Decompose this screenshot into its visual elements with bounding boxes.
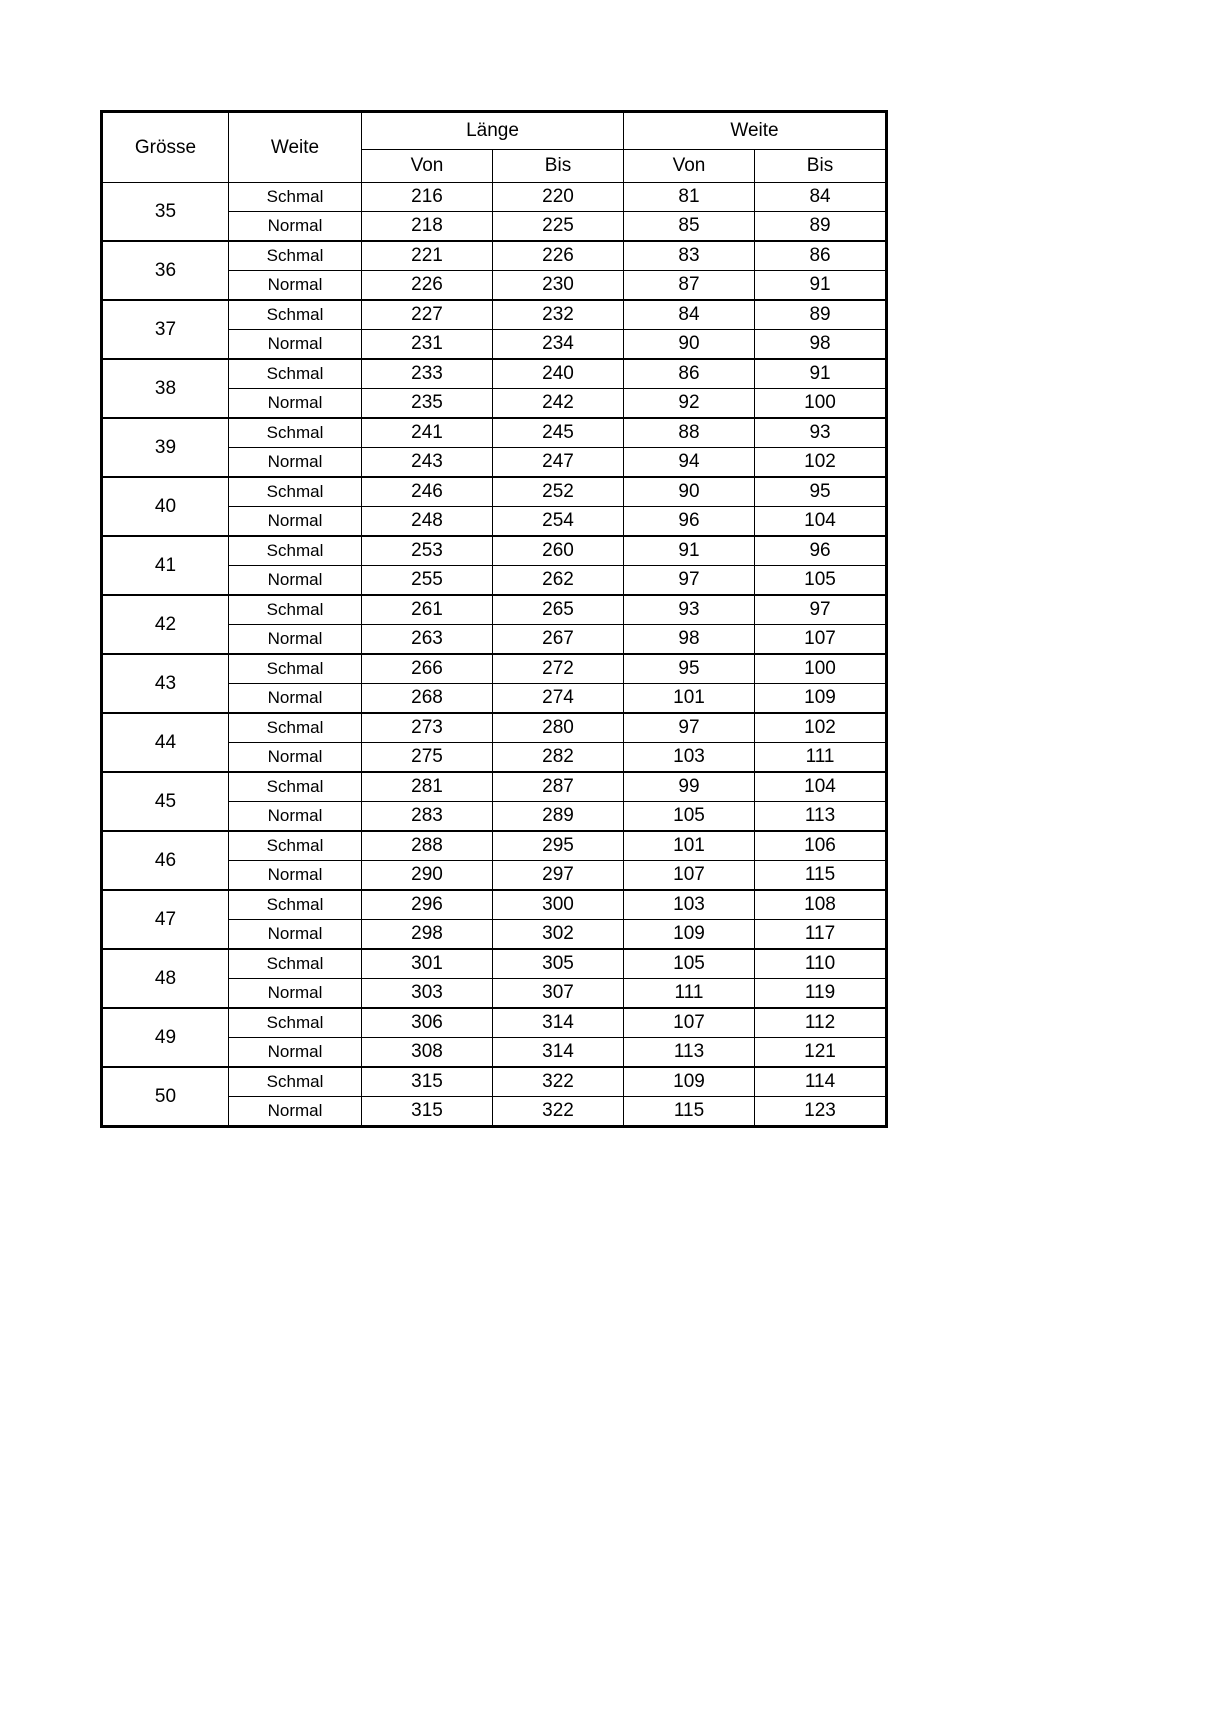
cell-size: 49 (102, 1008, 229, 1067)
cell-weite-von-normal: 109 (624, 920, 755, 950)
cell-size: 50 (102, 1067, 229, 1127)
table-row (102, 536, 887, 566)
cell-weite-bis-normal: 91 (755, 271, 887, 301)
table-row (102, 477, 887, 507)
cell-weite-von-normal: 90 (624, 330, 755, 360)
cell-laenge-von-normal: 315 (362, 1097, 493, 1127)
cell-laenge-von-normal: 231 (362, 330, 493, 360)
size-table-container (100, 110, 885, 1128)
cell-laenge-bis-schmal: 300 (493, 890, 624, 920)
cell-weite-bis-normal: 109 (755, 684, 887, 714)
cell-weite-von-normal: 92 (624, 389, 755, 419)
cell-size: 47 (102, 890, 229, 949)
cell-weite-bis-schmal: 96 (755, 536, 887, 566)
cell-weite-bis-schmal: 102 (755, 713, 887, 743)
cell-laenge-von-schmal: 296 (362, 890, 493, 920)
cell-width-label-normal: Normal (229, 861, 362, 891)
cell-laenge-bis-schmal: 252 (493, 477, 624, 507)
cell-weite-von-schmal: 95 (624, 654, 755, 684)
cell-size: 48 (102, 949, 229, 1008)
cell-laenge-bis-normal: 262 (493, 566, 624, 596)
shoe-size-table (100, 110, 888, 1128)
cell-weite-von-schmal: 90 (624, 477, 755, 507)
cell-weite-bis-normal: 107 (755, 625, 887, 655)
cell-weite-von-normal: 103 (624, 743, 755, 773)
cell-laenge-von-normal: 298 (362, 920, 493, 950)
cell-weite-von-schmal: 84 (624, 300, 755, 330)
header-group-weite: Weite (624, 112, 887, 150)
cell-weite-von-schmal: 105 (624, 949, 755, 979)
table-row (102, 241, 887, 271)
cell-laenge-bis-schmal: 265 (493, 595, 624, 625)
cell-weite-von-schmal: 107 (624, 1008, 755, 1038)
cell-laenge-bis-schmal: 280 (493, 713, 624, 743)
cell-weite-bis-normal: 100 (755, 389, 887, 419)
cell-weite-von-normal: 113 (624, 1038, 755, 1068)
cell-width-label-schmal: Schmal (229, 418, 362, 448)
table-body (102, 183, 887, 1127)
cell-weite-bis-normal: 105 (755, 566, 887, 596)
cell-weite-von-normal: 96 (624, 507, 755, 537)
cell-width-label-schmal: Schmal (229, 713, 362, 743)
cell-weite-von-normal: 98 (624, 625, 755, 655)
cell-width-label-normal: Normal (229, 1038, 362, 1068)
cell-weite-von-normal: 94 (624, 448, 755, 478)
cell-width-label-schmal: Schmal (229, 359, 362, 389)
cell-weite-von-normal: 111 (624, 979, 755, 1009)
cell-width-label-normal: Normal (229, 389, 362, 419)
cell-weite-bis-schmal: 93 (755, 418, 887, 448)
table-row (102, 654, 887, 684)
cell-laenge-von-normal: 218 (362, 212, 493, 242)
table-row (102, 359, 887, 389)
cell-weite-von-schmal: 88 (624, 418, 755, 448)
cell-laenge-bis-schmal: 305 (493, 949, 624, 979)
cell-width-label-normal: Normal (229, 566, 362, 596)
cell-weite-von-schmal: 97 (624, 713, 755, 743)
cell-width-label-normal: Normal (229, 920, 362, 950)
cell-laenge-von-schmal: 246 (362, 477, 493, 507)
table-row (102, 949, 887, 979)
table-row (102, 183, 887, 212)
cell-laenge-bis-normal: 225 (493, 212, 624, 242)
cell-weite-bis-schmal: 100 (755, 654, 887, 684)
cell-weite-von-schmal: 86 (624, 359, 755, 389)
cell-weite-von-normal: 85 (624, 212, 755, 242)
cell-laenge-bis-schmal: 220 (493, 183, 624, 212)
cell-width-label-schmal: Schmal (229, 1008, 362, 1038)
cell-weite-bis-schmal: 104 (755, 772, 887, 802)
cell-laenge-von-normal: 255 (362, 566, 493, 596)
table-row (102, 772, 887, 802)
cell-size: 45 (102, 772, 229, 831)
cell-weite-von-schmal: 99 (624, 772, 755, 802)
cell-laenge-bis-schmal: 314 (493, 1008, 624, 1038)
cell-weite-von-normal: 105 (624, 802, 755, 832)
cell-width-label-schmal: Schmal (229, 831, 362, 861)
cell-laenge-von-normal: 308 (362, 1038, 493, 1068)
table-row (102, 300, 887, 330)
cell-laenge-von-schmal: 241 (362, 418, 493, 448)
cell-weite-bis-schmal: 95 (755, 477, 887, 507)
cell-size: 39 (102, 418, 229, 477)
cell-laenge-bis-schmal: 272 (493, 654, 624, 684)
cell-weite-von-normal: 97 (624, 566, 755, 596)
cell-weite-bis-normal: 98 (755, 330, 887, 360)
cell-laenge-von-normal: 226 (362, 271, 493, 301)
cell-laenge-bis-schmal: 322 (493, 1067, 624, 1097)
cell-laenge-von-schmal: 273 (362, 713, 493, 743)
cell-weite-bis-schmal: 112 (755, 1008, 887, 1038)
cell-laenge-von-schmal: 301 (362, 949, 493, 979)
cell-laenge-bis-normal: 302 (493, 920, 624, 950)
cell-weite-bis-schmal: 86 (755, 241, 887, 271)
cell-weite-bis-normal: 104 (755, 507, 887, 537)
cell-width-label-normal: Normal (229, 271, 362, 301)
cell-size: 36 (102, 241, 229, 300)
cell-weite-bis-normal: 123 (755, 1097, 887, 1127)
cell-width-label-schmal: Schmal (229, 654, 362, 684)
table-row (102, 1008, 887, 1038)
cell-size: 41 (102, 536, 229, 595)
table-header (102, 112, 887, 183)
cell-weite-bis-normal: 119 (755, 979, 887, 1009)
cell-width-label-normal: Normal (229, 684, 362, 714)
cell-laenge-bis-normal: 289 (493, 802, 624, 832)
cell-width-label-schmal: Schmal (229, 595, 362, 625)
cell-weite-von-normal: 87 (624, 271, 755, 301)
table-row (102, 831, 887, 861)
table-row (102, 890, 887, 920)
cell-weite-von-normal: 107 (624, 861, 755, 891)
cell-laenge-von-normal: 263 (362, 625, 493, 655)
cell-laenge-bis-schmal: 287 (493, 772, 624, 802)
cell-weite-von-schmal: 103 (624, 890, 755, 920)
cell-weite-bis-normal: 121 (755, 1038, 887, 1068)
cell-width-label-normal: Normal (229, 743, 362, 773)
cell-laenge-von-normal: 290 (362, 861, 493, 891)
cell-width-label-schmal: Schmal (229, 949, 362, 979)
cell-width-label-normal: Normal (229, 802, 362, 832)
cell-laenge-von-normal: 243 (362, 448, 493, 478)
cell-laenge-von-schmal: 216 (362, 183, 493, 212)
cell-width-label-normal: Normal (229, 507, 362, 537)
cell-weite-bis-normal: 117 (755, 920, 887, 950)
cell-laenge-von-normal: 248 (362, 507, 493, 537)
cell-laenge-von-normal: 303 (362, 979, 493, 1009)
cell-laenge-bis-normal: 234 (493, 330, 624, 360)
header-weite-bis: Bis (755, 150, 887, 183)
cell-laenge-von-schmal: 281 (362, 772, 493, 802)
cell-weite-bis-normal: 115 (755, 861, 887, 891)
cell-weite-von-schmal: 91 (624, 536, 755, 566)
cell-laenge-von-schmal: 288 (362, 831, 493, 861)
cell-weite-bis-schmal: 84 (755, 183, 887, 212)
cell-weite-bis-normal: 102 (755, 448, 887, 478)
cell-laenge-bis-normal: 274 (493, 684, 624, 714)
table-row (102, 418, 887, 448)
cell-laenge-von-schmal: 233 (362, 359, 493, 389)
cell-weite-bis-normal: 89 (755, 212, 887, 242)
cell-laenge-bis-schmal: 232 (493, 300, 624, 330)
cell-weite-bis-schmal: 114 (755, 1067, 887, 1097)
table-row (102, 713, 887, 743)
cell-size: 46 (102, 831, 229, 890)
cell-weite-von-normal: 115 (624, 1097, 755, 1127)
cell-width-label-schmal: Schmal (229, 183, 362, 212)
cell-laenge-bis-normal: 282 (493, 743, 624, 773)
cell-laenge-bis-normal: 322 (493, 1097, 624, 1127)
cell-weite-bis-schmal: 91 (755, 359, 887, 389)
cell-width-label-normal: Normal (229, 979, 362, 1009)
cell-width-label-normal: Normal (229, 625, 362, 655)
table-row (102, 595, 887, 625)
cell-width-label-schmal: Schmal (229, 300, 362, 330)
cell-laenge-von-schmal: 253 (362, 536, 493, 566)
header-weite-von: Von (624, 150, 755, 183)
header-laenge-von: Von (362, 150, 493, 183)
cell-laenge-bis-schmal: 260 (493, 536, 624, 566)
cell-weite-von-normal: 101 (624, 684, 755, 714)
cell-laenge-bis-normal: 297 (493, 861, 624, 891)
cell-weite-bis-schmal: 106 (755, 831, 887, 861)
cell-weite-von-schmal: 81 (624, 183, 755, 212)
cell-weite-von-schmal: 93 (624, 595, 755, 625)
cell-laenge-von-schmal: 315 (362, 1067, 493, 1097)
cell-size: 38 (102, 359, 229, 418)
cell-width-label-normal: Normal (229, 1097, 362, 1127)
cell-weite-von-schmal: 109 (624, 1067, 755, 1097)
cell-laenge-bis-schmal: 245 (493, 418, 624, 448)
cell-width-label-normal: Normal (229, 330, 362, 360)
cell-weite-bis-schmal: 110 (755, 949, 887, 979)
cell-size: 35 (102, 183, 229, 242)
cell-laenge-von-schmal: 227 (362, 300, 493, 330)
cell-laenge-von-normal: 275 (362, 743, 493, 773)
cell-width-label-schmal: Schmal (229, 241, 362, 271)
cell-weite-bis-schmal: 89 (755, 300, 887, 330)
cell-laenge-bis-normal: 267 (493, 625, 624, 655)
cell-laenge-bis-schmal: 295 (493, 831, 624, 861)
cell-weite-von-schmal: 83 (624, 241, 755, 271)
cell-laenge-bis-schmal: 240 (493, 359, 624, 389)
cell-laenge-bis-normal: 254 (493, 507, 624, 537)
cell-size: 42 (102, 595, 229, 654)
cell-weite-bis-normal: 111 (755, 743, 887, 773)
cell-laenge-von-schmal: 306 (362, 1008, 493, 1038)
header-laenge-bis: Bis (493, 150, 624, 183)
cell-width-label-schmal: Schmal (229, 772, 362, 802)
cell-laenge-bis-normal: 314 (493, 1038, 624, 1068)
cell-weite-bis-schmal: 108 (755, 890, 887, 920)
cell-size: 43 (102, 654, 229, 713)
cell-width-label-schmal: Schmal (229, 536, 362, 566)
cell-width-label-normal: Normal (229, 448, 362, 478)
cell-laenge-bis-normal: 230 (493, 271, 624, 301)
cell-width-label-schmal: Schmal (229, 890, 362, 920)
cell-size: 40 (102, 477, 229, 536)
header-weite: Weite (229, 112, 362, 183)
cell-laenge-bis-normal: 307 (493, 979, 624, 1009)
cell-width-label-normal: Normal (229, 212, 362, 242)
cell-size: 44 (102, 713, 229, 772)
header-groesse: Grösse (102, 112, 229, 183)
cell-laenge-von-schmal: 266 (362, 654, 493, 684)
cell-laenge-von-normal: 235 (362, 389, 493, 419)
cell-weite-von-schmal: 101 (624, 831, 755, 861)
table-row (102, 1067, 887, 1097)
cell-width-label-schmal: Schmal (229, 1067, 362, 1097)
cell-width-label-schmal: Schmal (229, 477, 362, 507)
cell-laenge-bis-schmal: 226 (493, 241, 624, 271)
cell-laenge-von-normal: 268 (362, 684, 493, 714)
cell-size: 37 (102, 300, 229, 359)
header-group-laenge: Länge (362, 112, 624, 150)
cell-laenge-bis-normal: 242 (493, 389, 624, 419)
cell-weite-bis-schmal: 97 (755, 595, 887, 625)
cell-laenge-von-normal: 283 (362, 802, 493, 832)
cell-laenge-bis-normal: 247 (493, 448, 624, 478)
table-header-row-groups (102, 112, 887, 150)
cell-weite-bis-normal: 113 (755, 802, 887, 832)
cell-laenge-von-schmal: 261 (362, 595, 493, 625)
cell-laenge-von-schmal: 221 (362, 241, 493, 271)
